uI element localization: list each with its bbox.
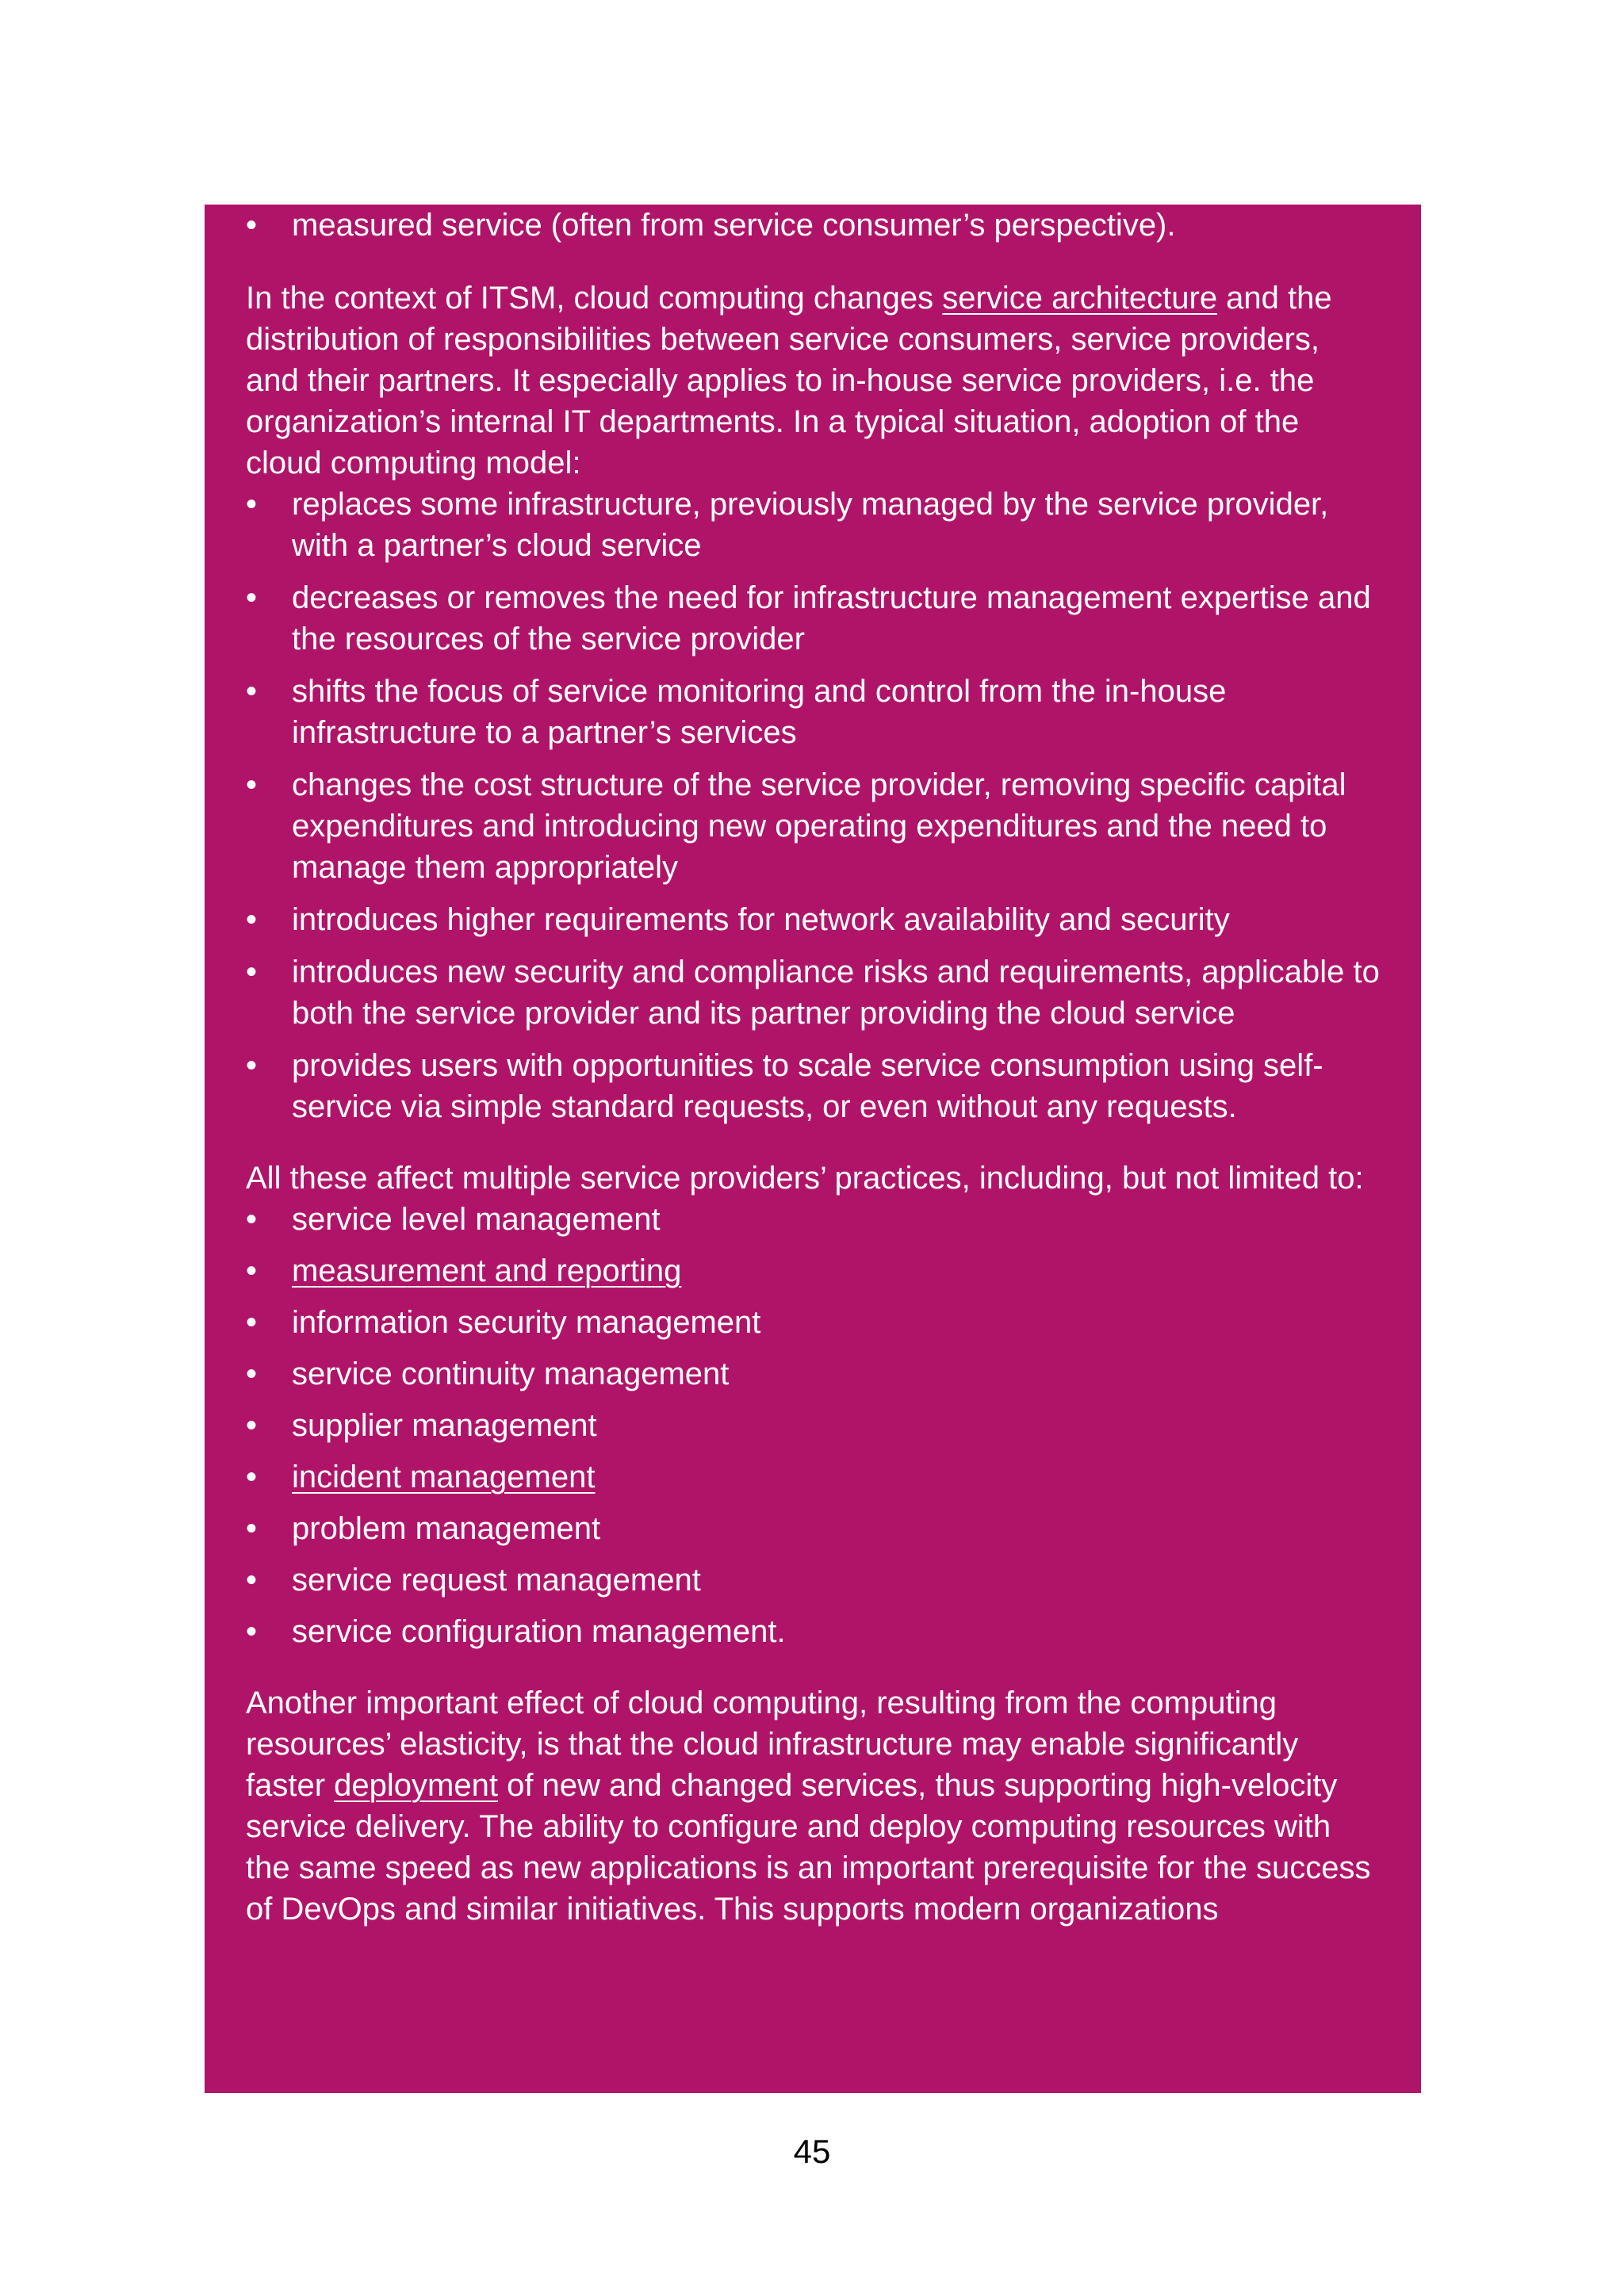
list-item-text: service request management: [292, 1563, 701, 1598]
list-item-text: provides users with opportunities to scale service consumption using self-service via simple standard requests, or even without any requests.: [292, 1048, 1323, 1124]
deployment-link[interactable]: deployment: [334, 1768, 498, 1803]
list-item-text: service configuration management.: [292, 1614, 786, 1649]
list-item-text: measured service (often from service consumer’s perspective).: [292, 208, 1176, 243]
bullet-glyph: •: [246, 487, 258, 522]
bullet-glyph: •: [246, 674, 258, 709]
list-item: [246, 951, 1380, 1034]
bullet-glyph: •: [246, 1253, 258, 1288]
list-item: [246, 1199, 1380, 1240]
bullet-glyph: •: [246, 902, 258, 937]
measurement-and-reporting-link[interactable]: measurement and reporting: [292, 1253, 682, 1288]
list-item: [246, 1353, 1380, 1395]
list-item: [246, 205, 1380, 246]
bullet-glyph: •: [246, 955, 258, 989]
list-item-text: problem management: [292, 1511, 601, 1546]
list-item-text: service continuity management: [292, 1357, 730, 1391]
intro-bullet-list: [246, 205, 1380, 246]
list-item: [246, 1456, 1380, 1498]
paragraph-text: of new and changed services, thus supporting high-velocity service delivery. The ability to configure and deploy computing resources with the same speed as new applications is an important prerequisite for the success of DevOps and similar initiatives. This supports modern organizations: [246, 1768, 1371, 1927]
bullet-glyph: •: [246, 1048, 258, 1083]
bullet-glyph: •: [246, 767, 258, 802]
list-item-text: supplier management: [292, 1408, 597, 1443]
list-item: [246, 1250, 1380, 1292]
highlight-panel: [205, 205, 1421, 2093]
list-item: [246, 1405, 1380, 1446]
page-number: 45: [793, 2133, 831, 2170]
paragraph-text: Another important effect of cloud computing, resulting from the computing resources’ elasticity, is that the cloud infrastructure may enable significantly faster: [246, 1686, 1299, 1803]
list-item: [246, 764, 1380, 888]
list-item-text: decreases or removes the need for infrastructure management expertise and the resources of the service provider: [292, 580, 1371, 656]
service-architecture-link[interactable]: service architecture: [942, 281, 1218, 316]
list-item: [246, 1611, 1380, 1652]
bullet-glyph: •: [246, 1614, 258, 1649]
bullet-glyph: •: [246, 1202, 258, 1237]
list-item: [246, 577, 1380, 660]
list-item-text: information security management: [292, 1305, 761, 1340]
paragraph-text: In the context of ITSM, cloud computing changes: [246, 281, 943, 316]
list-item: [246, 1045, 1380, 1127]
list-item: [246, 1559, 1380, 1601]
bullet-glyph: •: [246, 1357, 258, 1391]
list-item-text: service level management: [292, 1202, 661, 1237]
paragraph-practices-intro: All these affect multiple service providers’ practices, including, but not limited to:: [246, 1161, 1364, 1196]
bullet-glyph: •: [246, 1460, 258, 1494]
bullet-glyph: •: [246, 1563, 258, 1598]
list-item: [246, 484, 1380, 566]
effects-bullet-list: [246, 484, 1380, 1127]
bullet-glyph: •: [246, 580, 258, 615]
paragraph-text: and the distribution of responsibilities between service consumers, service providers, and their partners. It especially applies to in-house service providers, i.e. the organization’s internal IT departments. In a typical situation, adoption of the cloud computing model:: [246, 281, 1332, 480]
bullet-glyph: •: [246, 1305, 258, 1340]
list-item: [246, 1302, 1380, 1343]
list-item-text: introduces new security and compliance risks and requirements, applicable to both the service provider and its partner providing the cloud service: [292, 955, 1380, 1031]
bullet-glyph: •: [246, 208, 258, 243]
list-item-text: replaces some infrastructure, previously managed by the service provider, with a partner’s cloud service: [292, 487, 1329, 563]
bullet-glyph: •: [246, 1511, 258, 1546]
paragraph-elasticity: [246, 1682, 1380, 1930]
paragraph-cloud-itsm: [246, 277, 1380, 484]
list-item-text: introduces higher requirements for network availability and security: [292, 902, 1230, 937]
incident-management-link[interactable]: incident management: [292, 1460, 596, 1494]
list-item: [246, 1508, 1380, 1549]
list-item: [246, 671, 1380, 753]
list-item-text: changes the cost structure of the service provider, removing specific capital expenditures and introducing new operating expenditures and the need to manage them appropriately: [292, 767, 1346, 885]
bullet-glyph: •: [246, 1408, 258, 1443]
list-item-text: shifts the focus of service monitoring and control from the in-house infrastructure to a partner’s services: [292, 674, 1227, 750]
practices-bullet-list: [246, 1199, 1380, 1652]
list-item: [246, 899, 1380, 940]
